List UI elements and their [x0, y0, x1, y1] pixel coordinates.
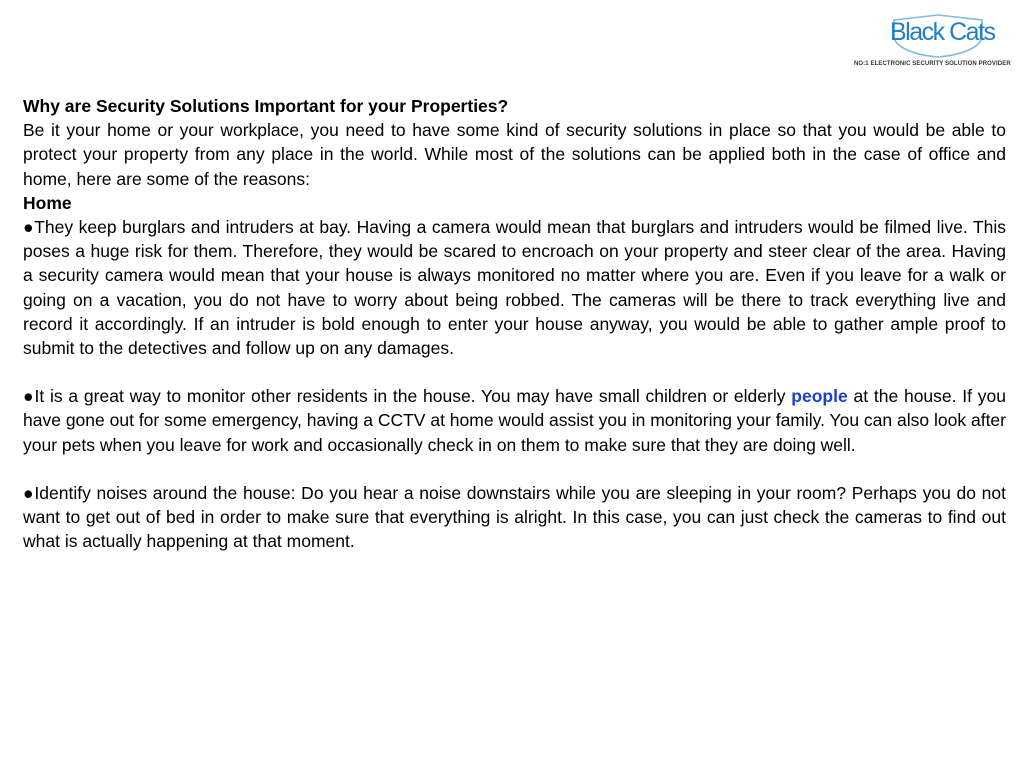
logo-wordmark: Black Cats	[890, 18, 995, 46]
paragraph-spacer	[23, 360, 1006, 384]
bullet-residents-text-end: at the house. If you have gone out for some emergency, having a CCTV at home would assist you in monitoring your family. You can also look after your pets when you leave for work and occasionally check in on them to make sure that they are doing well.	[23, 386, 1007, 455]
document-body	[23, 94, 1006, 553]
brand-logo	[850, 14, 1016, 70]
paragraph-spacer	[23, 457, 1006, 481]
section-heading-home: Home	[23, 192, 72, 213]
people-link[interactable]: people	[791, 386, 848, 407]
bullet-noises: ●Identify noises around the house: Do you hear a noise downstairs while you are sleeping in your room? Perhaps you do not want to get out of bed in order to make sure that everything is alright. In this case, you can just check the cameras to find out what is actually happening at that moment.	[23, 482, 1006, 552]
bullet-residents	[23, 384, 1006, 457]
bullet-burglars: ●They keep burglars and intruders at bay. Having a camera would mean that burglars and intruders would be filmed live. This poses a huge risk for them. Therefore, they would be scared to encroach on your property and steer clear of the area. Having a security camera would mean that your house is always monitored no matter where you are. Even if you leave for a walk or going on a vacation, you do not have to worry about being robbed. The cameras will be there to track everything live and record it accordingly. If an intruder is bold enough to enter your house anyway, you would be able to gather ample proof to submit to the detectives and follow up on any damages.	[23, 217, 1006, 359]
document-title: Why are Security Solutions Important for your Properties?	[23, 96, 509, 116]
bullet-residents-text-start: ●It is a great way to monitor other residents in the house. You may have small children or elderly	[23, 386, 792, 407]
intro-paragraph: Be it your home or your workplace, you need to have some kind of security solutions in place so that you would be able to protect your property from any place in the world. While most of the solutions can be applied both in the case of office and home, here are some of the reasons:	[23, 120, 1006, 189]
logo-tagline: NO:1 ELECTRONIC SECURITY SOLUTION PROVIDER	[854, 61, 1011, 67]
